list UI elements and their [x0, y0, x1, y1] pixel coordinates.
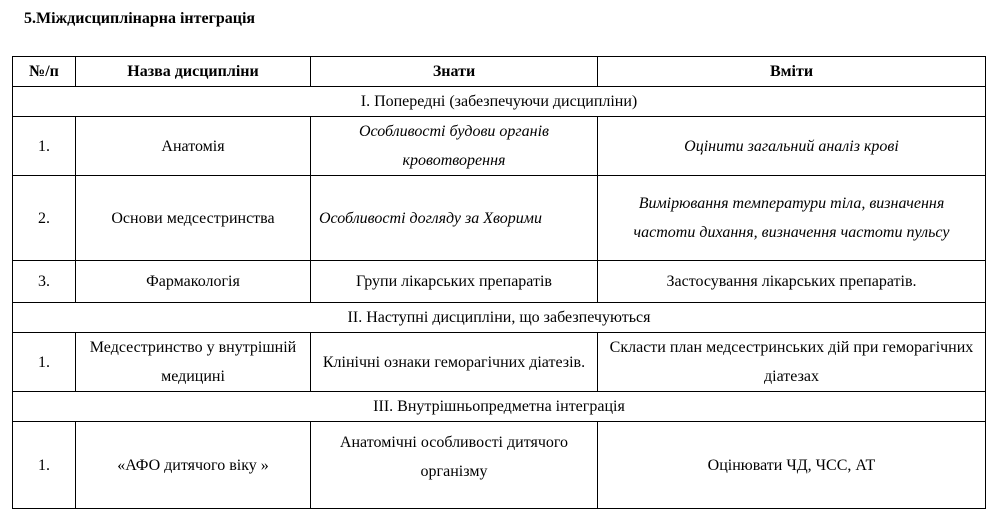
row-skill: Оцінювати ЧД, ЧСС, АТ [598, 422, 986, 509]
table-header-row [13, 57, 986, 87]
row-name: «АФО дитячого віку » [76, 422, 311, 509]
row-name: Медсестринство у внутрішній медицині [76, 333, 311, 392]
col-header-skill: Вміти [598, 57, 986, 87]
col-header-name: Назва дисципліни [76, 57, 311, 87]
row-skill: Застосування лікарських препаратів. [598, 261, 986, 303]
section-row-previous [13, 87, 986, 117]
row-skill: Оцінити загальний аналіз крові [598, 117, 986, 176]
row-num: 1. [13, 422, 76, 509]
table-row [13, 333, 986, 392]
table-row [13, 422, 986, 509]
section-title: II. Наступні дисципліни, що забезпечуються [13, 303, 986, 333]
section-title: I. Попередні (забезпечуючи дисципліни) [13, 87, 986, 117]
section-row-next [13, 303, 986, 333]
row-know: Клінічні ознаки геморагічних діатезів. [311, 333, 598, 392]
table-row [13, 261, 986, 303]
section-heading: 5.Міждисциплінарна інтеграція [24, 10, 256, 27]
row-name: Фармакологія [76, 261, 311, 303]
row-know: Особливості будови органів кровотворення [311, 117, 598, 176]
table-row [13, 176, 986, 261]
row-num: 1. [13, 117, 76, 176]
row-num: 2. [13, 176, 76, 261]
interdisciplinary-table [12, 56, 986, 509]
row-name: Основи медсестринства [76, 176, 311, 261]
section-title: III. Внутрішньопредметна інтеграція [13, 392, 986, 422]
col-header-know: Знати [311, 57, 598, 87]
row-skill: Скласти план медсестринських дій при геморагічних діатезах [598, 333, 986, 392]
row-know: Групи лікарських препаратів [311, 261, 598, 303]
section-row-internal [13, 392, 986, 422]
table-row [13, 117, 986, 176]
row-skill: Вимірювання температури тіла, визначення частоти дихання, визначення частоти пульсу [598, 176, 986, 261]
row-num: 3. [13, 261, 76, 303]
row-know: Особливості догляду за Хворими [311, 176, 598, 261]
col-header-num: №/п [13, 57, 76, 87]
row-num: 1. [13, 333, 76, 392]
row-name: Анатомія [76, 117, 311, 176]
row-know: Анатомічні особливості дитячого організму [311, 422, 598, 509]
